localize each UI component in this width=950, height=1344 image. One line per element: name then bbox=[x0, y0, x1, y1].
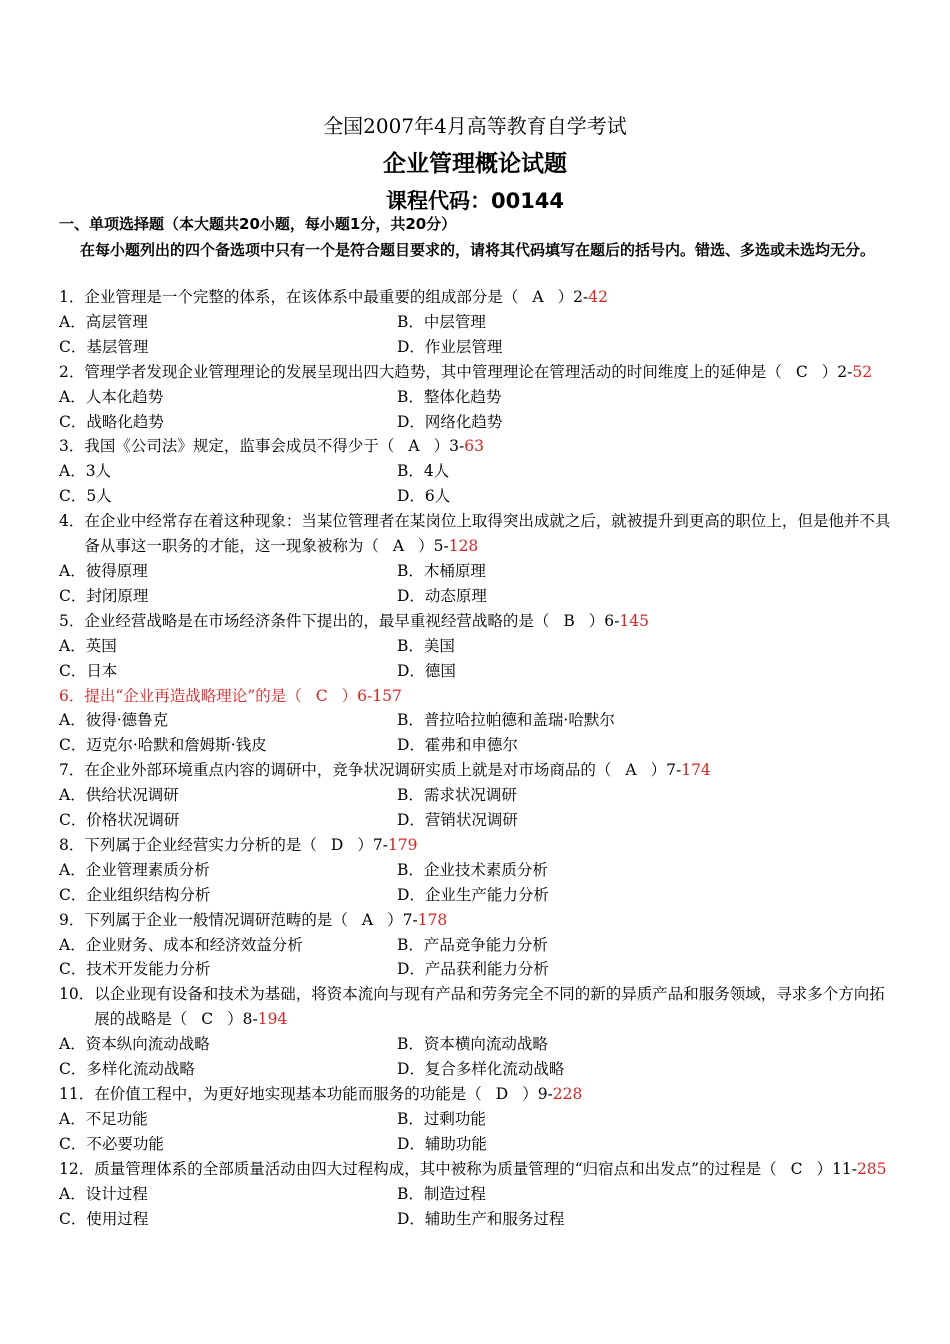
question-stem bbox=[59, 509, 895, 559]
question-stem-text: 管理学者发现企业管理理论的发展呈现出四大趋势，其中管理理论在管理活动的时间维度上的延伸是（ bbox=[84, 362, 782, 381]
question-stem bbox=[59, 609, 895, 634]
answer-close: ）8- bbox=[227, 1010, 258, 1029]
option-b: B．整体化趋势 bbox=[397, 387, 502, 406]
question-stem bbox=[59, 908, 895, 933]
option-a: A．3人 bbox=[59, 462, 112, 481]
option-b: B．需求状况调研 bbox=[397, 786, 517, 805]
question-item bbox=[59, 1157, 895, 1232]
question-item bbox=[59, 360, 895, 435]
option-grid bbox=[59, 1032, 895, 1082]
option-a: A．英国 bbox=[59, 636, 117, 655]
answer-close: ）6- bbox=[588, 611, 620, 630]
option-c: C．5人 bbox=[59, 487, 112, 506]
answer-letter: C bbox=[790, 1159, 803, 1178]
option-b: B．美国 bbox=[397, 636, 455, 655]
question-item bbox=[59, 908, 895, 983]
question-stem-text: 在企业外部环境重点内容的调研中，竞争状况调研实质上就是对市场商品的（ bbox=[84, 761, 612, 780]
question-stem bbox=[59, 285, 895, 310]
subject-title: 企业管理概论试题 bbox=[383, 151, 567, 177]
answer-letter: C bbox=[201, 1010, 214, 1029]
question-number: 9． bbox=[59, 910, 85, 929]
option-b: B．资本横向流动战略 bbox=[397, 1035, 548, 1054]
answer-close: ）7- bbox=[650, 761, 682, 780]
question-item bbox=[59, 434, 895, 509]
option-grid bbox=[59, 559, 895, 609]
answer-close: ）3- bbox=[433, 437, 465, 456]
answer-letter: A bbox=[408, 437, 420, 456]
question-number: 12． bbox=[59, 1159, 95, 1178]
option-c: C．不必要功能 bbox=[59, 1134, 164, 1153]
option-b: B．产品竞争能力分析 bbox=[397, 935, 548, 954]
page-reference: 179 bbox=[387, 835, 418, 854]
option-grid bbox=[59, 858, 895, 908]
option-c: C．多样化流动战略 bbox=[59, 1060, 195, 1079]
page-reference: 285 bbox=[856, 1159, 887, 1178]
question-stem bbox=[59, 1082, 895, 1107]
answer-letter: A bbox=[625, 761, 637, 780]
page-reference: 42 bbox=[588, 288, 608, 306]
question-stem-text: 企业管理是一个完整的体系，在该体系中最重要的组成部分是（ bbox=[84, 288, 519, 306]
exam-title: 全国2007年4月高等教育自学考试 bbox=[323, 114, 627, 138]
question-stem-text: 质量管理体系的全部质量活动由四大过程构成，其中被称为质量管理的“归宿点和出发点”的过程是（ bbox=[94, 1159, 777, 1178]
option-grid bbox=[59, 310, 895, 360]
question-text bbox=[94, 1082, 895, 1107]
option-c: C．企业组织结构分析 bbox=[59, 885, 211, 904]
option-d: D．作业层管理 bbox=[397, 337, 503, 356]
question-stem bbox=[59, 758, 895, 783]
question-text bbox=[84, 908, 895, 933]
option-a: A．供给状况调研 bbox=[59, 786, 179, 805]
question-number: 7． bbox=[59, 761, 85, 780]
option-c: C．使用过程 bbox=[59, 1209, 149, 1228]
option-b: B．中层管理 bbox=[397, 312, 486, 331]
question-item bbox=[59, 758, 895, 833]
option-grid bbox=[59, 1107, 895, 1157]
option-d: D．辅助生产和服务过程 bbox=[397, 1209, 565, 1228]
option-grid bbox=[59, 933, 895, 983]
answer-letter: C bbox=[315, 686, 328, 705]
answer-close: ）5- bbox=[418, 537, 449, 556]
answer-close: ）7- bbox=[357, 835, 388, 854]
page-reference: 178 bbox=[417, 910, 448, 929]
option-d: D．网络化趋势 bbox=[397, 412, 503, 431]
option-d: D．6人 bbox=[397, 487, 451, 506]
question-item bbox=[59, 684, 895, 759]
option-c: C．日本 bbox=[59, 661, 118, 680]
question-number: 3． bbox=[59, 437, 85, 456]
option-d: D．产品获利能力分析 bbox=[397, 960, 549, 979]
question-text bbox=[84, 609, 895, 634]
question-stem-text: 下列属于企业经营实力分析的是（ bbox=[84, 835, 317, 854]
question-number: 5． bbox=[59, 611, 85, 630]
question-item bbox=[59, 609, 895, 684]
question-stem-text: 我国《公司法》规定，监事会成员不得少于（ bbox=[84, 437, 395, 456]
option-c: C．封闭原理 bbox=[59, 586, 149, 605]
option-d: D．企业生产能力分析 bbox=[397, 885, 549, 904]
answer-close: ）6- bbox=[341, 686, 373, 705]
answer-letter: D bbox=[330, 835, 344, 854]
answer-letter: A bbox=[361, 910, 374, 929]
question-text bbox=[84, 509, 895, 559]
option-grid bbox=[59, 634, 895, 684]
question-number: 10． bbox=[59, 985, 95, 1004]
question-text bbox=[84, 285, 895, 310]
option-b: B．企业技术素质分析 bbox=[397, 860, 548, 879]
option-grid bbox=[59, 385, 895, 435]
question-number: 11． bbox=[59, 1085, 95, 1103]
section-instruction: 在每小题列出的四个备选项中只有一个是符合题目要求的，请将其代码填写在题后的括号内。错选、多选或未选均无分。 bbox=[80, 241, 876, 259]
option-b: B．木桶原理 bbox=[397, 561, 486, 580]
page-reference: 145 bbox=[619, 611, 649, 630]
option-c: C．技术开发能力分析 bbox=[59, 960, 211, 979]
question-stem bbox=[59, 360, 895, 385]
option-a: A．企业管理素质分析 bbox=[59, 860, 210, 879]
option-a: A．设计过程 bbox=[59, 1184, 148, 1203]
question-stem-text: 在价值工程中，为更好地实现基本功能而服务的功能是（ bbox=[94, 1085, 482, 1103]
answer-letter: B bbox=[563, 611, 575, 630]
question-item bbox=[59, 285, 895, 360]
question-stem bbox=[59, 684, 895, 709]
question-text bbox=[84, 360, 895, 385]
question-number: 4． bbox=[59, 512, 85, 531]
question-stem bbox=[59, 434, 895, 459]
question-text bbox=[84, 833, 895, 858]
question-text bbox=[84, 434, 895, 459]
option-c: C．价格状况调研 bbox=[59, 811, 180, 830]
page-reference: 157 bbox=[372, 686, 402, 705]
option-a: A．资本纵向流动战略 bbox=[59, 1035, 210, 1054]
option-b: B．制造过程 bbox=[397, 1184, 486, 1203]
answer-close: ）9- bbox=[522, 1085, 553, 1103]
option-d: D．德国 bbox=[397, 661, 456, 680]
question-stem-text: 以企业现有设备和技术为基础，将资本流向与现有产品和劳务完全不同的新的异质产品和服务领域，寻求多个方向拓展的战略是（ bbox=[94, 985, 885, 1029]
option-a: A．人本化趋势 bbox=[59, 387, 164, 406]
option-d: D．动态原理 bbox=[397, 586, 487, 605]
question-item bbox=[59, 509, 895, 609]
answer-letter: C bbox=[795, 362, 808, 381]
section-heading: 一、单项选择题（本大题共20小题，每小题1分，共20分） bbox=[59, 215, 457, 233]
option-b: B．普拉哈拉帕德和盖瑞·哈默尔 bbox=[397, 711, 615, 730]
question-stem bbox=[59, 982, 895, 1032]
option-b: B．4人 bbox=[397, 462, 450, 481]
option-c: C．基层管理 bbox=[59, 337, 149, 356]
option-d: D．营销状况调研 bbox=[397, 811, 518, 830]
option-a: A．高层管理 bbox=[59, 312, 148, 331]
question-text bbox=[84, 758, 895, 783]
answer-letter: A bbox=[532, 288, 544, 306]
option-d: D．辅助功能 bbox=[397, 1134, 487, 1153]
question-number: 1． bbox=[59, 288, 85, 306]
page-reference: 128 bbox=[448, 537, 479, 556]
question-number: 8． bbox=[59, 835, 85, 854]
page-reference: 194 bbox=[257, 1010, 288, 1029]
question-text bbox=[94, 1157, 895, 1182]
question-stem-text: 在企业中经常存在着这种现象：当某位管理者在某岗位上取得突出成就之后，就被提升到更高的职位上，但是他并不具备从事这一职务的才能，这一现象被称为（ bbox=[84, 512, 891, 556]
question-list bbox=[59, 285, 895, 1231]
option-c: C．战略化趋势 bbox=[59, 412, 164, 431]
page-reference: 63 bbox=[464, 437, 484, 456]
option-grid bbox=[59, 783, 895, 833]
question-stem-text: 提出“企业再造战略理论”的是（ bbox=[84, 686, 302, 705]
question-item bbox=[59, 982, 895, 1082]
question-item bbox=[59, 833, 895, 908]
answer-close: ）11- bbox=[816, 1159, 857, 1178]
question-number: 2． bbox=[59, 362, 85, 381]
option-b: B．过剩功能 bbox=[397, 1109, 486, 1128]
option-a: A．企业财务、成本和经济效益分析 bbox=[59, 935, 303, 954]
answer-close: ）2- bbox=[821, 362, 853, 381]
answer-letter: A bbox=[392, 537, 405, 556]
question-stem bbox=[59, 833, 895, 858]
answer-letter: D bbox=[495, 1085, 509, 1103]
option-d: D．霍弗和申德尔 bbox=[397, 736, 518, 755]
option-grid bbox=[59, 708, 895, 758]
option-grid bbox=[59, 459, 895, 509]
question-stem bbox=[59, 1157, 895, 1182]
course-code: 课程代码：00144 bbox=[385, 189, 565, 213]
question-number: 6． bbox=[59, 686, 85, 705]
page-reference: 174 bbox=[681, 761, 711, 780]
page-reference: 228 bbox=[552, 1085, 583, 1103]
question-stem-text: 企业经营战略是在市场经济条件下提出的，最早重视经营战略的是（ bbox=[84, 611, 550, 630]
option-grid bbox=[59, 1182, 895, 1232]
page-reference: 52 bbox=[852, 362, 873, 381]
option-a: A．彼得·德鲁克 bbox=[59, 711, 169, 730]
option-d: D．复合多样化流动战略 bbox=[397, 1060, 565, 1079]
question-text bbox=[84, 684, 895, 709]
question-item bbox=[59, 1082, 895, 1157]
option-a: A．彼得原理 bbox=[59, 561, 148, 580]
question-stem-text: 下列属于企业一般情况调研范畴的是（ bbox=[84, 910, 348, 929]
question-text bbox=[94, 982, 895, 1032]
option-c: C．迈克尔·哈默和詹姆斯·钱皮 bbox=[59, 736, 267, 755]
option-a: A．不足功能 bbox=[59, 1109, 148, 1128]
answer-close: ）7- bbox=[387, 910, 418, 929]
answer-close: ）2- bbox=[557, 288, 589, 306]
